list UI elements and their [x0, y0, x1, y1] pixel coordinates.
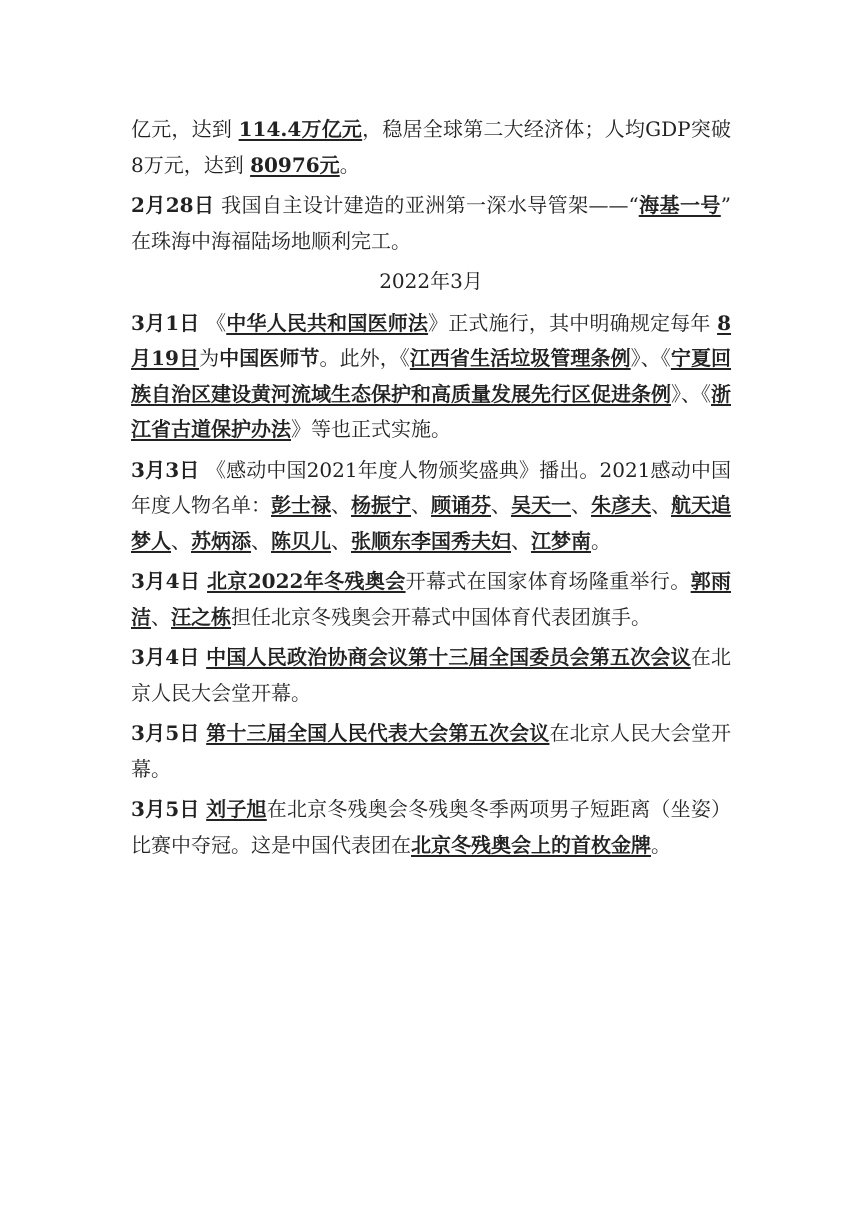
section-heading: [131, 264, 731, 300]
underlined-term: 郭雨洁: [131, 569, 732, 629]
text-run: 在北京冬残奥会冬残奥冬季两项男子短距离（坐姿）比赛中夺冠。这是中国代表团在: [131, 797, 732, 857]
underlined-term: 114.4万亿元: [238, 117, 363, 141]
text-run: 。此外，《: [319, 346, 410, 370]
bold-date: 3月1日: [131, 310, 200, 335]
underlined-term: 80976元: [250, 152, 340, 177]
underlined-term: 刘子旭: [206, 797, 267, 821]
text-run: 》正式施行，其中明确规定每年: [428, 310, 718, 335]
underlined-term: 顾诵芬: [431, 493, 491, 517]
text-run: 》、《: [630, 346, 671, 370]
text-run: 》等也正式实施。: [291, 417, 451, 441]
document-body: [131, 112, 731, 868]
underlined-term: 北京2022年冬残奥会: [207, 569, 406, 593]
underlined-term: 彭士禄: [271, 493, 331, 517]
text-run: 。: [591, 528, 611, 553]
text-run: 在北京人民大会堂开幕。: [131, 721, 732, 781]
bold-date: 3月3日: [131, 457, 200, 482]
text-run: 、: [331, 528, 351, 553]
text-run: 担任北京冬残奥会开幕式中国体育代表团旗手。: [231, 604, 651, 629]
text-run: 为: [199, 346, 220, 370]
paragraph-p-mar5b: [131, 792, 731, 863]
underlined-term: 陈贝儿: [271, 528, 331, 553]
text-run: 。: [651, 832, 671, 857]
text-run: 亿元，达到: [131, 117, 239, 141]
text-run: 、: [411, 493, 431, 517]
paragraph-p-mar4a: [131, 564, 731, 635]
text-run: 、: [651, 493, 671, 517]
underlined-term: 朱彦夫: [591, 493, 651, 517]
text-run: 、: [331, 493, 351, 517]
bold-date: 中国医师节: [219, 346, 320, 370]
paragraph-p-mar1: [131, 306, 731, 448]
text-run: 》、《: [671, 381, 711, 406]
underlined-term: 江西省生活垃圾管理条例: [409, 346, 631, 370]
bold-date: 2月28日: [131, 193, 215, 217]
paragraph-p-gdp: [131, 112, 731, 183]
underlined-term: 汪之栋: [171, 604, 231, 629]
underlined-term: 吴天一: [511, 493, 571, 517]
underlined-term: 海基一号: [638, 193, 721, 217]
bold-date: 3月5日: [131, 721, 200, 745]
text-run: 、: [151, 604, 171, 629]
text-run: 《感动中国2021年度人物颁奖盛典》播出。2021感动中国年度人物名单：: [131, 457, 731, 517]
paragraph-p-feb28: [131, 188, 731, 259]
text-run: ” 在珠海中海福陆场地顺利完工。: [131, 193, 732, 253]
paragraph-p-mar3: [131, 453, 731, 560]
text-run: 、: [571, 493, 591, 517]
paragraph-p-mar4b: [131, 640, 731, 711]
text-run: 、: [251, 528, 271, 553]
underlined-term: 8月19日: [131, 310, 731, 370]
text-run: 《: [199, 310, 227, 335]
text-run: 2022年3月: [379, 269, 483, 293]
text-run: 我国自主设计建造的亚洲第一深水导管架——“: [214, 193, 639, 217]
underlined-term: 中国人民政治协商会议第十三届全国委员会第五次会议: [206, 645, 691, 669]
text-run: 在北京人民大会堂开幕。: [131, 645, 732, 705]
underlined-term: 杨振宁: [351, 493, 411, 517]
underlined-term: 张顺东李国秀夫妇: [351, 528, 511, 553]
bold-date: 3月4日: [131, 569, 201, 593]
text-run: ，稳居全球第二大经济体；人均GDP突破8万元，达到: [131, 117, 731, 177]
underlined-term: 中华人民共和国医师法: [226, 310, 429, 335]
text-run: 。: [339, 152, 360, 177]
paragraph-p-mar5a: [131, 716, 731, 787]
bold-date: 3月5日: [131, 797, 200, 821]
text-run: 、: [511, 528, 531, 553]
text-run: [200, 569, 207, 593]
underlined-term: 宁夏回族自治区建设黄河流域生态保护和高质量发展先行区促进条例: [131, 346, 732, 406]
underlined-term: 航天追梦人: [131, 493, 731, 553]
text-run: 、: [491, 493, 511, 517]
text-run: 开幕式在国家体育场隆重举行。: [405, 569, 691, 593]
underlined-term: 浙江省古道保护办法: [131, 381, 731, 441]
underlined-term: 第十三届全国人民代表大会第五次会议: [206, 721, 550, 745]
underlined-term: 北京冬残奥会上的首枚金牌: [411, 832, 651, 857]
underlined-term: 苏炳添: [191, 528, 251, 553]
text-run: 、: [171, 528, 191, 553]
bold-date: 3月4日: [131, 645, 200, 669]
underlined-term: 江梦南: [531, 528, 591, 553]
